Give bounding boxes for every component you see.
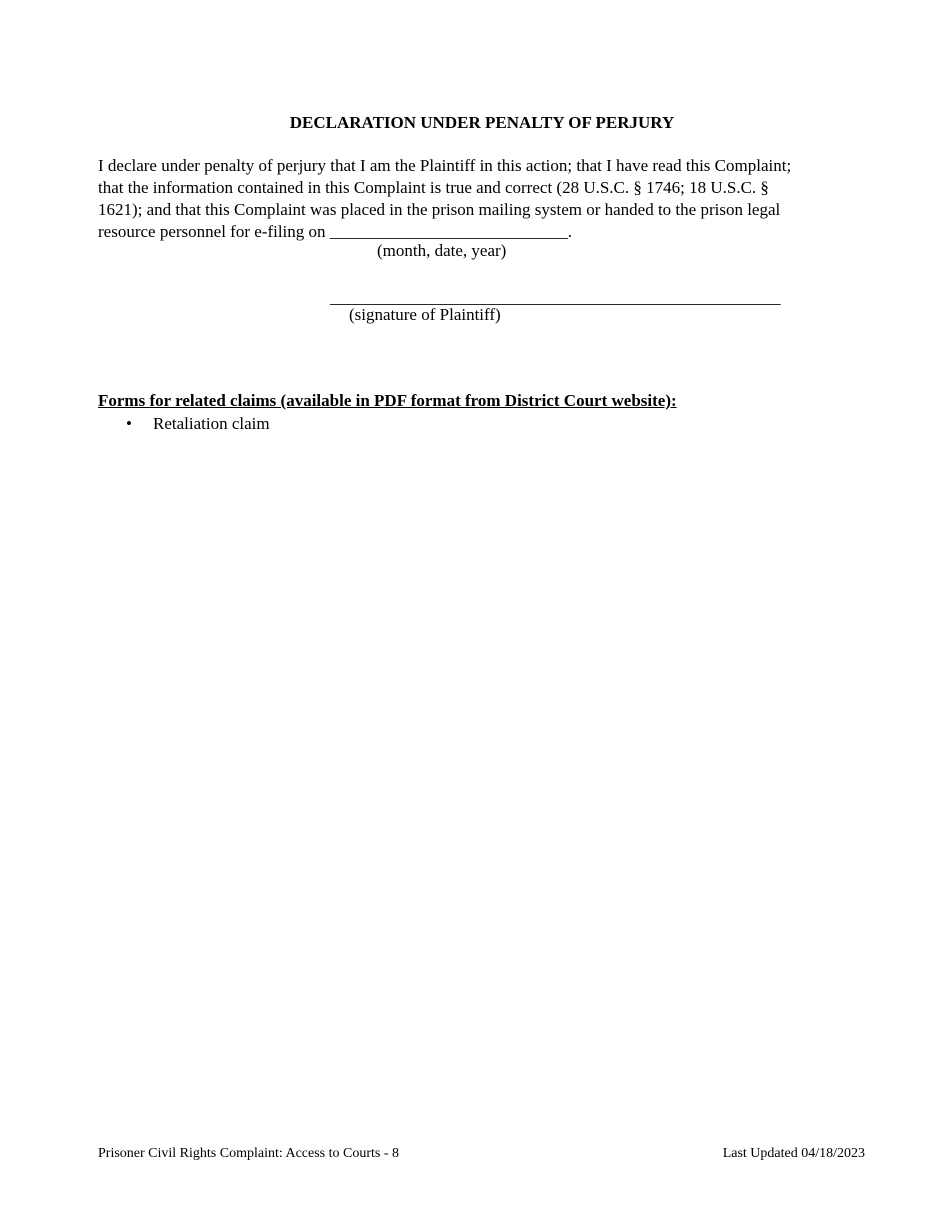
declaration-paragraph bbox=[98, 155, 868, 243]
declaration-line: I declare under penalty of perjury that I am the Plaintiff in this action; that I have read this Complaint; bbox=[98, 156, 792, 175]
forms-heading: Forms for related claims (available in PDF format from District Court website): bbox=[98, 391, 677, 410]
declaration-line: that the information contained in this Complaint is true and correct (28 U.S.C. § 1746; 18 U.S.C. § bbox=[98, 178, 769, 197]
footer-right-text: Last Updated 04/18/2023 bbox=[722, 1146, 865, 1161]
forms-list bbox=[98, 413, 270, 435]
signature-line: _____________________________________________________ bbox=[330, 288, 781, 307]
footer-left-text: Prisoner Civil Rights Complaint: Access to Courts - 8 bbox=[98, 1146, 399, 1161]
list-item-label: Retaliation claim bbox=[153, 414, 270, 433]
declaration-line: 1621); and that this Complaint was placed in the prison mailing system or handed to the prison legal bbox=[98, 200, 781, 219]
declaration-line: resource personnel for e-filing on ____________________________. bbox=[98, 222, 573, 241]
page-title: DECLARATION UNDER PENALTY OF PERJURY bbox=[289, 113, 675, 132]
list-item bbox=[98, 413, 270, 435]
bullet-icon: • bbox=[126, 414, 132, 433]
signature-caption: (signature of Plaintiff) bbox=[349, 305, 501, 324]
date-caption: (month, date, year) bbox=[377, 241, 507, 260]
